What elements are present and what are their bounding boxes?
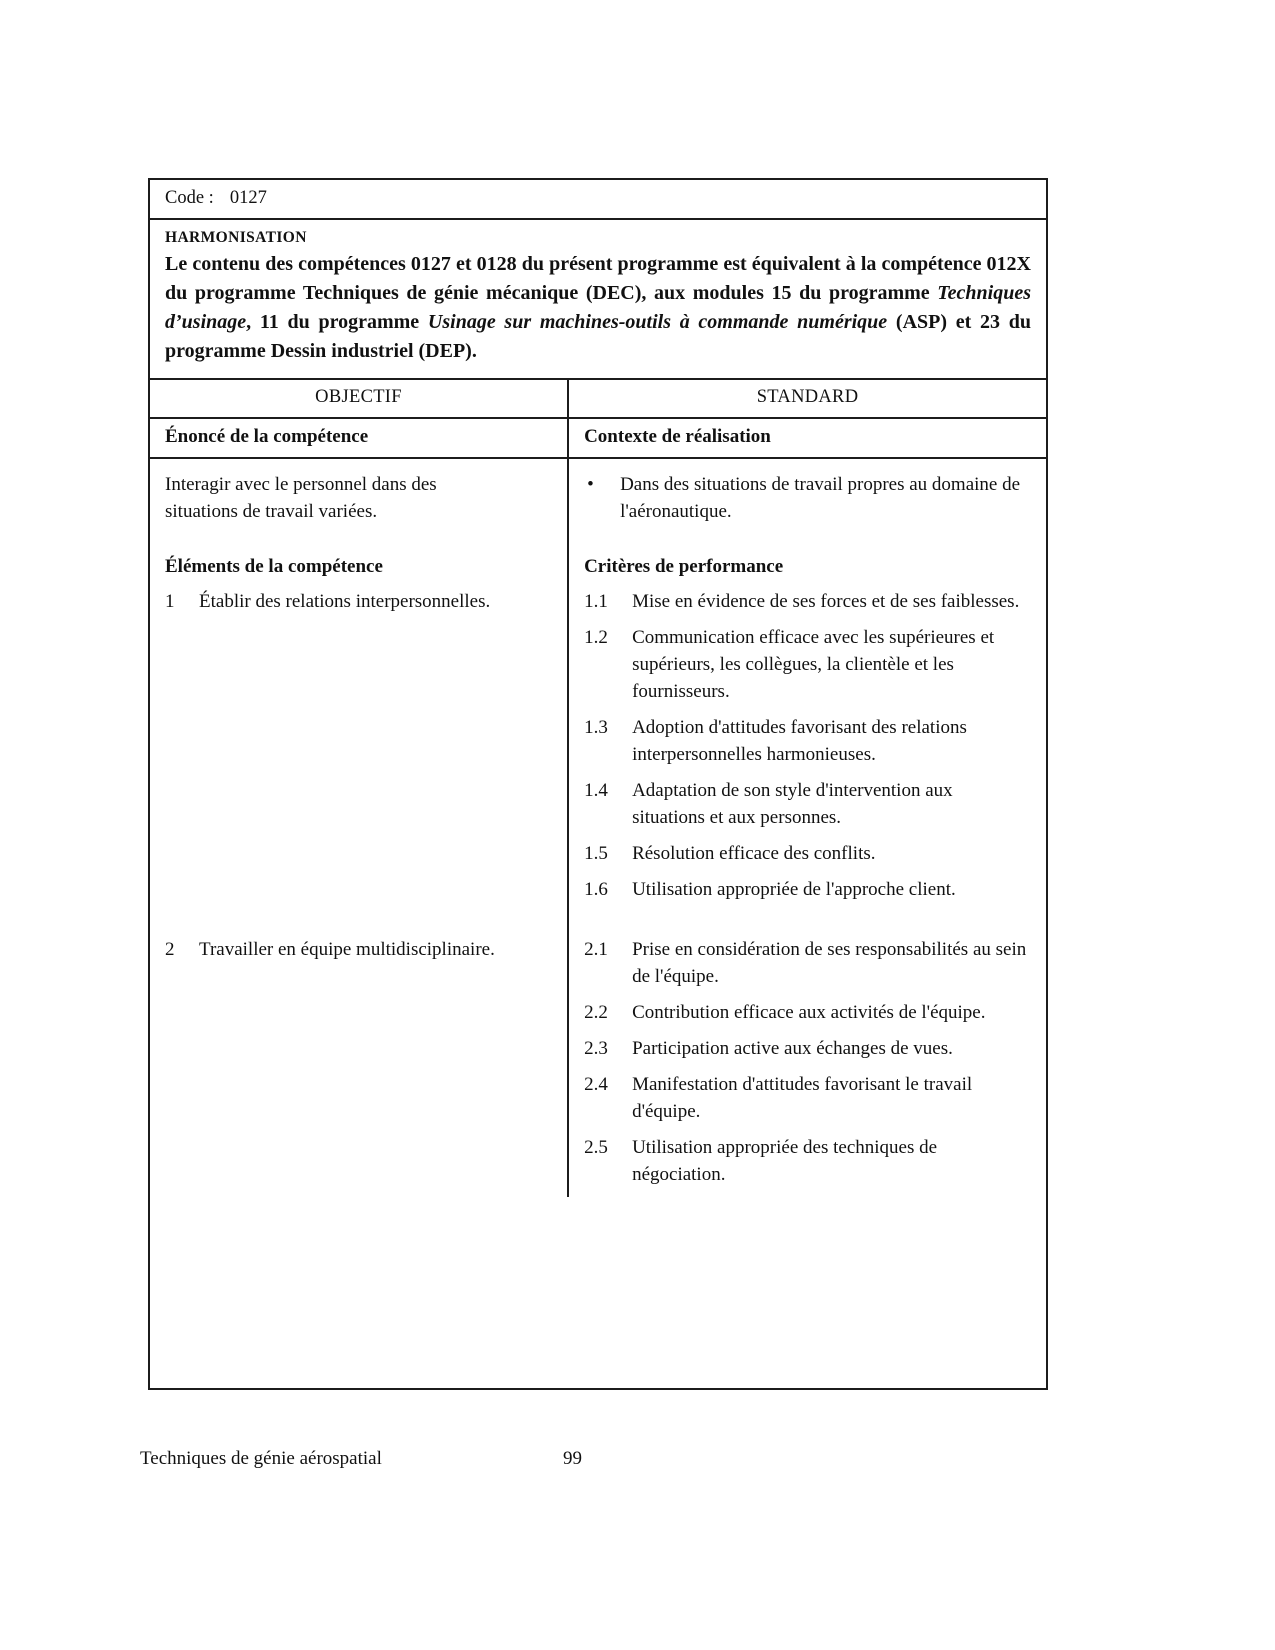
criterion-item (584, 999, 1031, 1026)
criterion-item (584, 588, 1031, 615)
footer-document-title: Techniques de génie aérospatial (140, 1448, 382, 1469)
harmonisation-segment-italic: Usinage sur machines-outils à commande numérique (427, 311, 888, 333)
harmonisation-section (150, 220, 1046, 380)
row-element-1 (150, 580, 1046, 912)
criterion-item (584, 1035, 1031, 1062)
code-label: Code : (165, 188, 214, 208)
row-element-2 (150, 912, 1046, 1197)
contexte-cell (569, 459, 1046, 525)
footer-page-number: 99 (563, 1448, 582, 1469)
criterion-text: Adaptation de son style d'intervention aux situations et aux personnes. (632, 780, 953, 828)
criterion-number: 1.2 (584, 627, 608, 648)
row-section-headings (150, 525, 1046, 580)
criterion-number: 2.4 (584, 1074, 608, 1095)
criterion-number: 2.2 (584, 1002, 608, 1023)
contexte-heading: Contexte de réalisation (584, 426, 771, 447)
element-text: Établir des relations interpersonnelles. (199, 591, 491, 612)
element-item (165, 936, 552, 963)
element-number: 2 (165, 939, 175, 960)
element-1-cell (150, 580, 569, 912)
contexte-bullet-text: Dans des situations de travail propres au domaine de l'aéronautique. (620, 474, 1021, 522)
criterion-text: Mise en évidence de ses forces et de ses faiblesses. (632, 591, 1020, 612)
criterion-item (584, 1071, 1031, 1125)
criterion-number: 2.1 (584, 939, 608, 960)
elements-heading: Éléments de la compétence (150, 525, 569, 580)
criterion-text: Utilisation appropriée de l'approche client. (632, 879, 956, 900)
criterion-text: Communication efficace avec les supérieures et supérieurs, les collègues, la clientèle et les fournisseurs. (632, 627, 995, 702)
harmonisation-paragraph (165, 250, 1031, 366)
enonce-heading: Énoncé de la compétence (150, 419, 569, 457)
criterion-item (584, 840, 1031, 867)
criterion-text: Participation active aux échanges de vues. (632, 1038, 953, 1059)
contexte-bullet-item (584, 471, 1031, 525)
objectif-header: OBJECTIF (150, 380, 569, 417)
criterion-item (584, 876, 1031, 903)
criterion-text: Adoption d'attitudes favorisant des relations interpersonnelles harmonieuses. (632, 717, 967, 765)
table-header-row (150, 380, 1046, 419)
element-2-cell (150, 912, 569, 1197)
criterion-item (584, 714, 1031, 768)
criterion-item (584, 624, 1031, 705)
bullet-icon: • (587, 474, 594, 495)
competency-table (148, 178, 1048, 1390)
criterion-number: 1.5 (584, 843, 608, 864)
criterion-text: Contribution efficace aux activités de l'équipe. (632, 1002, 986, 1023)
element-number: 1 (165, 591, 175, 612)
criterion-item (584, 777, 1031, 831)
code-row (150, 180, 1046, 220)
criteria-group-1 (569, 580, 1046, 912)
harmonisation-segment: Le contenu des compétences 0127 et 0128 du présent programme est équivalent à la compétence 012X du programme Techniques de génie mécanique (DEC), aux modules 15 du programme (165, 253, 1031, 304)
criterion-number: 1.4 (584, 780, 608, 801)
harmonisation-segment: , 11 du programme (246, 311, 428, 333)
standard-header: STANDARD (756, 387, 859, 407)
harmonisation-title: HARMONISATION (165, 229, 307, 246)
criterion-text: Utilisation appropriée des techniques de négociation. (632, 1137, 938, 1185)
element-item (165, 588, 552, 615)
harmonisation-segment-italic: Techniques d’usinage (165, 282, 1031, 333)
criterion-number: 1.1 (584, 591, 608, 612)
criterion-item (584, 1134, 1031, 1188)
criteria-group-2 (569, 912, 1046, 1197)
criterion-number: 2.3 (584, 1038, 608, 1059)
enonce-text: Interagir avec le personnel dans des situations de travail variées. (165, 474, 437, 522)
enonce-cell (150, 459, 569, 525)
criterion-item (584, 936, 1031, 990)
table-body (150, 459, 1046, 1388)
criterion-number: 1.6 (584, 879, 608, 900)
code-value: 0127 (229, 188, 267, 208)
criterion-text: Manifestation d'attitudes favorisant le travail d'équipe. (632, 1074, 973, 1122)
harmonisation-segment: (ASP) et 23 du programme Dessin industriel (DEP). (165, 311, 1031, 362)
criteres-heading: Critères de performance (584, 556, 784, 577)
criterion-text: Résolution efficace des conflits. (632, 843, 876, 864)
criterion-number: 1.3 (584, 717, 608, 738)
table-subheader-row (150, 419, 1046, 459)
criterion-number: 2.5 (584, 1137, 608, 1158)
row-enonce-contexte (150, 459, 1046, 525)
criterion-text: Prise en considération de ses responsabilités au sein de l'équipe. (632, 939, 1027, 987)
element-text: Travailler en équipe multidisciplinaire. (199, 939, 495, 960)
